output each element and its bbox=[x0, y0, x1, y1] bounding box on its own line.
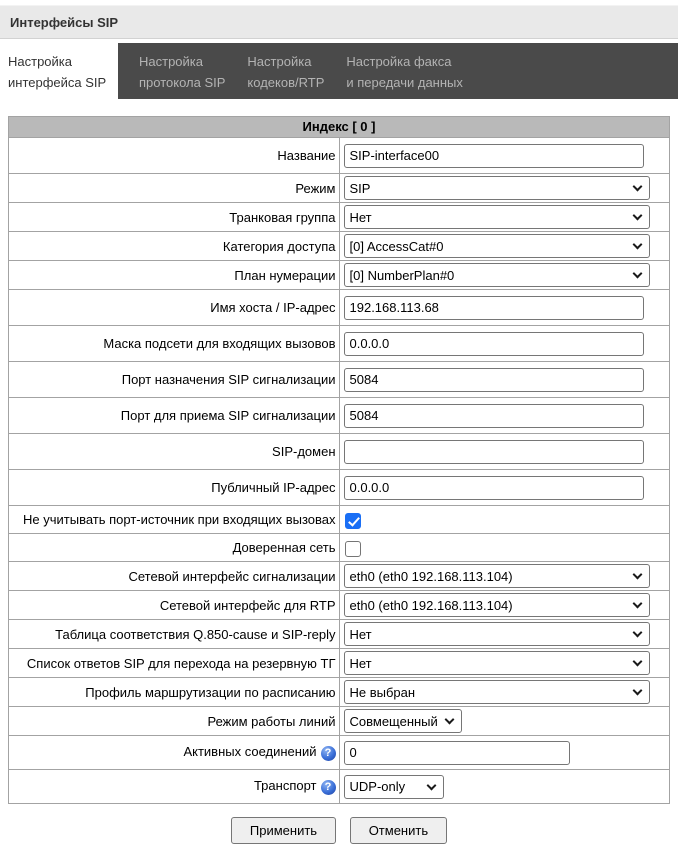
access-category-select[interactable] bbox=[344, 234, 650, 258]
tab-label-line: протокола SIP bbox=[139, 75, 226, 90]
form-row bbox=[9, 649, 670, 678]
tab-fax-data[interactable] bbox=[335, 43, 474, 99]
field-label: SIP-домен bbox=[272, 444, 336, 459]
form-header-row bbox=[9, 117, 670, 138]
field-label: Активных соединений bbox=[183, 744, 317, 760]
field-label: Таблица соответствия Q.850-cause и SIP-reply bbox=[55, 626, 336, 642]
field-label: Режим работы линий bbox=[207, 713, 336, 729]
sip-interface-form bbox=[8, 116, 670, 804]
tab-label-line: Настройка факса bbox=[346, 54, 452, 69]
form-row bbox=[9, 203, 670, 232]
field-label: План нумерации bbox=[234, 267, 336, 283]
tab-sip-protocol[interactable] bbox=[128, 43, 236, 99]
form-row bbox=[9, 290, 670, 326]
help-icon[interactable]: ? bbox=[321, 780, 336, 795]
host-ip-field[interactable] bbox=[344, 296, 644, 320]
form-header: Индекс [ 0 ] bbox=[9, 117, 670, 138]
form-row bbox=[9, 470, 670, 506]
field-label: Доверенная сеть bbox=[232, 540, 336, 555]
form-row bbox=[9, 678, 670, 707]
form-row bbox=[9, 770, 670, 804]
form-row bbox=[9, 232, 670, 261]
tab-label-line: кодеков/RTP bbox=[247, 75, 325, 90]
transport-select[interactable] bbox=[344, 775, 444, 799]
field-label: Сетевой интерфейс для RTP bbox=[159, 597, 336, 613]
q850-sip-reply-table-select[interactable] bbox=[344, 622, 650, 646]
form-row bbox=[9, 562, 670, 591]
field-label: Сетевой интерфейс сигнализации bbox=[128, 568, 336, 584]
form-table-body bbox=[9, 117, 670, 804]
line-mode-select[interactable] bbox=[344, 709, 462, 733]
recv-sip-port-field[interactable] bbox=[344, 404, 644, 428]
form-row bbox=[9, 398, 670, 434]
field-label: Имя хоста / IP-адрес bbox=[210, 300, 336, 315]
page-title: Интерфейсы SIP bbox=[0, 5, 678, 39]
form-row bbox=[9, 434, 670, 470]
tab-label-line: Настройка bbox=[247, 54, 312, 69]
form-row bbox=[9, 736, 670, 770]
active-connections-field[interactable] bbox=[344, 741, 570, 765]
tab-label-line: Настройка bbox=[8, 54, 72, 69]
field-label: Публичный IP-адрес bbox=[211, 480, 336, 495]
field-label: Не учитывать порт-источник при входящих вызовах bbox=[23, 512, 336, 527]
form-row bbox=[9, 534, 670, 562]
field-label: Транковая группа bbox=[229, 209, 336, 225]
help-icon[interactable]: ? bbox=[321, 746, 336, 761]
name-field[interactable] bbox=[344, 144, 644, 168]
rtp-interface-select[interactable] bbox=[344, 593, 650, 617]
tab-codecs-rtp[interactable] bbox=[236, 43, 335, 99]
sip-failover-responses-select[interactable] bbox=[344, 651, 650, 675]
ignore-source-port-checkbox[interactable] bbox=[345, 513, 361, 529]
form-row bbox=[9, 174, 670, 203]
tab-bar bbox=[0, 43, 678, 99]
subnet-mask-field[interactable] bbox=[344, 332, 644, 356]
sip-domain-field[interactable] bbox=[344, 440, 644, 464]
form-row bbox=[9, 261, 670, 290]
form-row bbox=[9, 506, 670, 534]
field-label: Режим bbox=[295, 180, 336, 196]
field-label: Порт назначения SIP сигнализации bbox=[121, 372, 336, 387]
trusted-network-checkbox[interactable] bbox=[345, 541, 361, 557]
form-row bbox=[9, 138, 670, 174]
field-label: Порт для приема SIP сигнализации bbox=[120, 408, 336, 423]
form-row bbox=[9, 326, 670, 362]
tab-label-line: и передачи данных bbox=[346, 75, 463, 90]
form-row bbox=[9, 591, 670, 620]
form-row bbox=[9, 362, 670, 398]
public-ip-field[interactable] bbox=[344, 476, 644, 500]
field-label: Транспорт bbox=[253, 778, 317, 794]
number-plan-select[interactable] bbox=[344, 263, 650, 287]
form-row bbox=[9, 620, 670, 649]
tab-label-line: Настройка bbox=[139, 54, 203, 69]
tab-sip-interface[interactable] bbox=[0, 43, 118, 99]
cancel-button[interactable]: Отменить bbox=[350, 817, 447, 844]
form-row bbox=[9, 707, 670, 736]
form-actions bbox=[0, 817, 678, 844]
schedule-routing-profile-select[interactable] bbox=[344, 680, 650, 704]
field-label: Категория доступа bbox=[222, 238, 336, 254]
mode-select[interactable] bbox=[344, 176, 650, 200]
apply-button[interactable]: Применить bbox=[231, 817, 336, 844]
field-label: Профиль маршрутизации по расписанию bbox=[85, 684, 336, 700]
field-label: Маска подсети для входящих вызовов bbox=[103, 336, 336, 351]
field-label: Название bbox=[277, 148, 336, 163]
dest-sip-port-field[interactable] bbox=[344, 368, 644, 392]
tab-label-line: интерфейса SIP bbox=[8, 75, 107, 90]
trunk-group-select[interactable] bbox=[344, 205, 650, 229]
field-label: Список ответов SIP для перехода на резервную ТГ bbox=[26, 655, 336, 671]
signaling-interface-select[interactable] bbox=[344, 564, 650, 588]
